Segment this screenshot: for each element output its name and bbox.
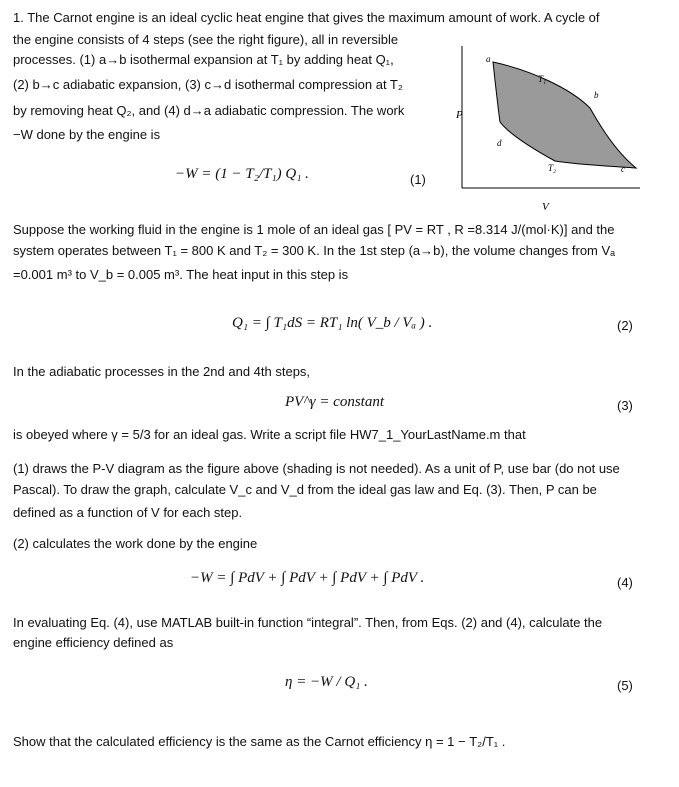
intro-line-4: (2) b→c adiabatic expansion, (3) c→d isothermal compression at T₂ bbox=[13, 77, 403, 92]
intro-line-1: 1. The Carnot engine is an ideal cyclic heat engine that gives the maximum amount of work. A cycle of bbox=[13, 10, 600, 25]
cycle-region bbox=[493, 62, 636, 168]
equation-1-number: (1) bbox=[410, 172, 426, 187]
equation-3: PV^γ = constant bbox=[285, 394, 385, 410]
equation-3-number: (3) bbox=[617, 398, 633, 413]
equation-4: −W = ∫ PdV + ∫ PdV + ∫ PdV + ∫ PdV . bbox=[190, 570, 425, 586]
t1-curve-label: T₁ bbox=[538, 74, 547, 84]
equation-5-number: (5) bbox=[617, 678, 633, 693]
intro-line-5: by removing heat Q₂, and (4) d→a adiabatic compression. The work bbox=[13, 103, 405, 118]
equation-4-number: (4) bbox=[617, 575, 633, 590]
item2: (2) calculates the work done by the engine bbox=[13, 536, 258, 551]
t2-curve-label: T₂ bbox=[548, 163, 557, 173]
point-b-label: b bbox=[594, 90, 599, 100]
para5-line-2: engine efficiency defined as bbox=[13, 635, 174, 650]
para2-line-2: system operates between T₁ = 800 K and T₂ = 300 K. In the 1st step (a→b), the volume changes from Vₐ bbox=[13, 243, 616, 258]
equation-2: Q₁ = ∫ T₁dS = RT₁ ln( V_b / Vₐ ) . bbox=[232, 315, 433, 331]
point-d-label: d bbox=[497, 138, 502, 148]
pv-diagram bbox=[440, 40, 645, 215]
item1-line-2: Pascal). To draw the graph, calculate V_c and V_d from the ideal gas law and Eq. (3). Then, P can be bbox=[13, 482, 597, 497]
item1-line-1: (1) draws the P-V diagram as the figure above (shading is not needed). As a unit of P, use bar (do not use bbox=[13, 461, 620, 476]
para3: In the adiabatic processes in the 2nd and 4th steps, bbox=[13, 364, 311, 379]
para2-line-3: =0.001 m³ to V_b = 0.005 m³. The heat input in this step is bbox=[13, 267, 349, 282]
intro-line-6: −W done by the engine is bbox=[13, 127, 161, 142]
equation-2-number: (2) bbox=[617, 318, 633, 333]
axis-label-p: P bbox=[456, 109, 463, 121]
axis-label-v: V bbox=[542, 201, 549, 213]
item1-line-3: defined as a function of V for each step. bbox=[13, 505, 243, 520]
intro-line-3: processes. (1) a→b isothermal expansion at T₁ by adding heat Q₁, bbox=[13, 52, 394, 67]
equation-5: η = −W / Q₁ . bbox=[285, 674, 368, 690]
intro-line-2: the engine consists of 4 steps (see the right figure), all in reversible bbox=[13, 32, 399, 47]
para4: is obeyed where γ = 5/3 for an ideal gas. Write a script file HW7_1_YourLastName.m that bbox=[13, 427, 526, 442]
equation-1: −W = (1 − T₂/T₁) Q₁ . bbox=[175, 166, 309, 182]
final-line: Show that the calculated efficiency is the same as the Carnot efficiency η = 1 − T₂/T₁ . bbox=[13, 734, 506, 749]
point-a-label: a bbox=[486, 54, 491, 64]
para2-line-1: Suppose the working fluid in the engine is 1 mole of an ideal gas [ PV = RT , R =8.314 J/(mol·K)] and the bbox=[13, 222, 615, 237]
para5-line-1: In evaluating Eq. (4), use MATLAB built-in function “integral”. Then, from Eqs. (2) and (4), calculate the bbox=[13, 615, 603, 630]
point-c-label: c bbox=[621, 164, 625, 174]
